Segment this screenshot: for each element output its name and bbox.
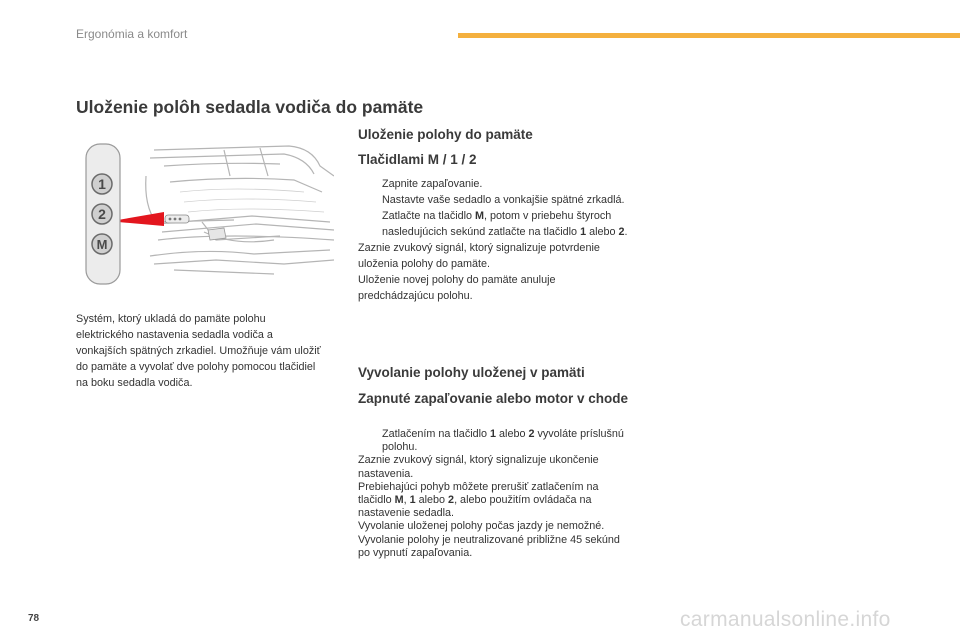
save-section-subheading: Tlačidlami M / 1 / 2: [358, 152, 477, 167]
save-step-1: [358, 176, 628, 192]
save-paragraph-2: Uloženie novej polohy do pamäte anuluje predchádzajúcu polohu.: [358, 274, 556, 302]
recall-section-heading: Vyvolanie polohy uloženej v pamäti: [358, 365, 585, 380]
watermark: carmanualsonline.info: [680, 608, 891, 631]
recall-section-subheading: Zapnuté zapaľovanie alebo motor v chode: [358, 391, 628, 406]
recall-steps: [358, 428, 628, 560]
button-label-1: 1: [98, 176, 106, 192]
page-number: 78: [28, 613, 40, 624]
recall-paragraph-3: Vyvolanie uloženej polohy počas jazdy je nemožné.: [358, 520, 605, 533]
section-header: Ergonómia a komfort: [76, 27, 188, 41]
button-label-m: M: [96, 237, 108, 252]
save-step-2: [358, 192, 628, 208]
button-label-2: 2: [98, 206, 106, 222]
save-step-3-text: Zatlačte na tlačidlo M, potom v priebehu štyroch nasledujúcich sekúnd zatlačte na tlačidlo 1 alebo 2.: [382, 210, 628, 238]
intro-paragraph: Systém, ktorý ukladá do pamäte polohu elektrického nastavenia sedadla vodiča a vonkajších spätných zrkadiel. Umožňuje vám uložiť do pamäte a vyvolať dve polohy pomocou tlačidiel na boku sedadla vodiča.: [76, 313, 321, 389]
save-steps: [358, 176, 628, 304]
recall-paragraph-2: Prebiehajúci pohyb môžete prerušiť zatlačením na tlačidlo M, 1 alebo 2, alebo použitím ovládača na nastavenie sedadla.: [358, 480, 599, 520]
save-section-heading: Uloženie polohy do pamäte: [358, 127, 533, 142]
save-step-3: [358, 208, 628, 240]
recall-paragraph-4: Vyvolanie polohy je neutralizované približne 45 sekúnd po vypnutí zapaľovania.: [358, 533, 620, 559]
recall-step-1: [358, 428, 628, 454]
seat-memory-illustration: [84, 136, 334, 288]
header-accent-bar: [458, 33, 960, 38]
page-title: Uloženie polôh sedadla vodiča do pamäte: [76, 97, 424, 117]
recall-paragraph-1: Zaznie zvukový signál, ktorý signalizuje ukončenie nastavenia.: [358, 454, 599, 480]
highlight-arrow: [118, 212, 164, 226]
save-step-2-text: Nastavte vaše sedadlo a vonkajšie spätné zrkadlá.: [382, 194, 625, 206]
save-step-1-text: Zapnite zapaľovanie.: [382, 178, 483, 190]
recall-step-1-text: Zatlačením na tlačidlo 1 alebo 2 vyvoláte príslušnú polohu.: [382, 428, 624, 454]
save-paragraph-1: Zaznie zvukový signál, ktorý signalizuje potvrdenie uloženia polohy do pamäte.: [358, 242, 600, 270]
